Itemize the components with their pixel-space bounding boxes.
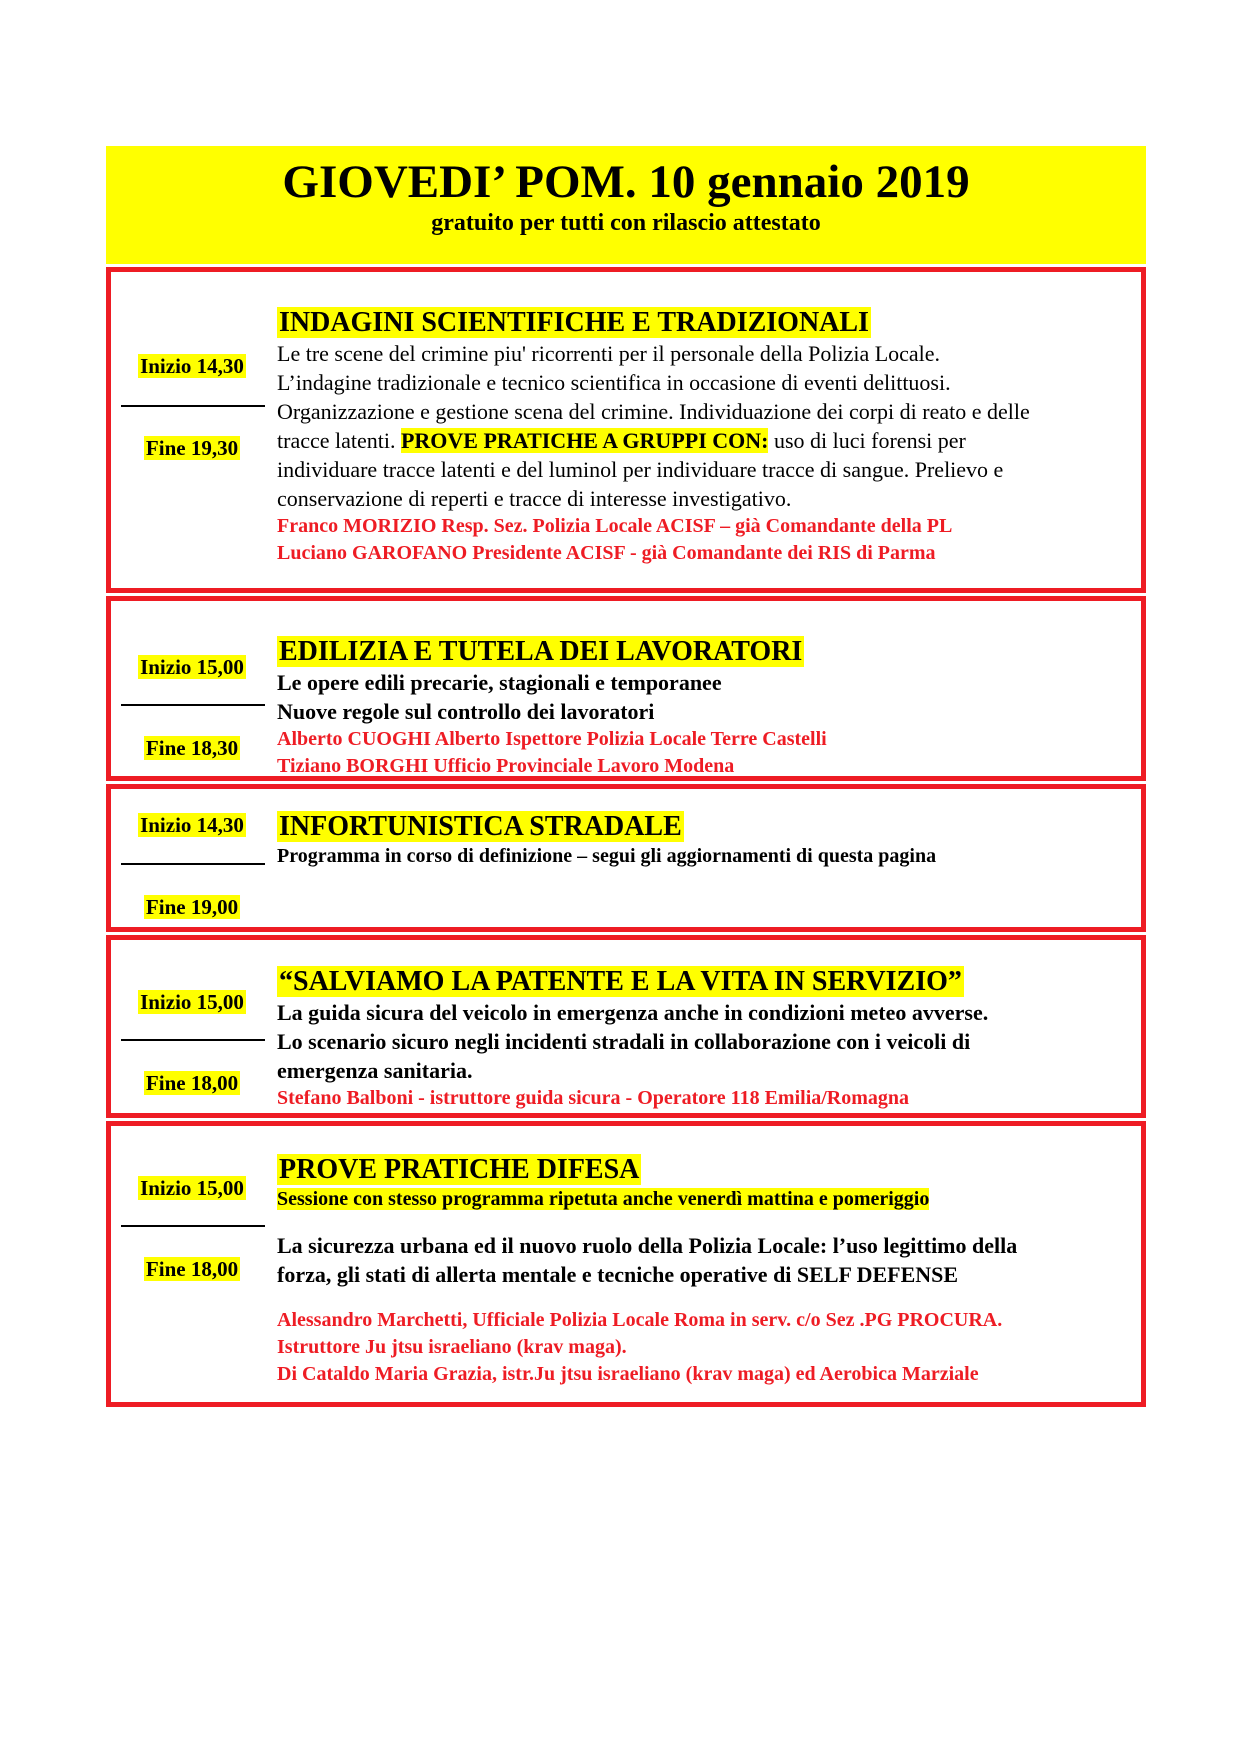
session-content [277, 811, 1131, 870]
session-edilizia [106, 596, 1146, 781]
end-time: Fine 18,00 [145, 1071, 239, 1095]
session-content [277, 307, 1131, 567]
speaker-line: Alberto CUOGHI Alberto Ispettore Polizia Locale Terre Castelli [277, 728, 827, 750]
description-line: conservazione di reperti e tracce di interesse investigativo. [277, 486, 792, 511]
description-line: forza, gli stati di allerta mentale e tecniche operative di SELF DEFENSE [277, 1262, 959, 1287]
description-line: Organizzazione e gestione scena del crimine. Individuazione dei corpi di reato e delle [277, 399, 1030, 424]
end-time: Fine 18,30 [145, 736, 239, 760]
session-salviamo-patente [106, 935, 1146, 1118]
speaker-line: Istruttore Ju jtsu israeliano (krav maga). [277, 1336, 627, 1358]
description-line: La guida sicura del veicolo in emergenza anche in condizioni meteo avverse. [277, 1000, 989, 1025]
speaker-line: Di Cataldo Maria Grazia, istr.Ju jtsu israeliano (krav maga) ed Aerobica Marziale [277, 1363, 979, 1385]
session-infortunistica [106, 784, 1146, 932]
end-time: Fine 19,00 [145, 895, 239, 919]
speaker-line: Tiziano BORGHI Ufficio Provinciale Lavoro Modena [277, 755, 735, 777]
start-time: Inizio 15,00 [140, 655, 244, 679]
description-line: Lo scenario sicuro negli incidenti stradali in collaborazione con i veicoli di [277, 1029, 971, 1054]
end-time: Fine 19,30 [145, 436, 239, 460]
session-title: “SALVIAMO LA PATENTE E LA VITA IN SERVIZIO” [279, 966, 962, 997]
speaker-line: Stefano Balboni - istruttore guida sicura - Operatore 118 Emilia/Romagna [277, 1087, 910, 1109]
page-subtitle: gratuito per tutti con rilascio attestato [431, 210, 821, 236]
session-times [111, 1126, 283, 1402]
speaker-line: Franco MORIZIO Resp. Sez. Polizia Locale ACISF – già Comandante della PL [277, 515, 953, 537]
page-title: GIOVEDI’ POM. 10 gennaio 2019 [282, 156, 970, 208]
session-content [277, 966, 1131, 1112]
session-title: EDILIZIA E TUTELA DEI LAVORATORI [279, 636, 803, 667]
session-note: Sessione con stesso programma ripetuta anche venerdì mattina e pomeriggio [277, 1188, 930, 1210]
time-divider [121, 405, 265, 407]
description-fragment: uso di luci forensi per [768, 428, 966, 453]
description-fragment: tracce latenti. [277, 428, 396, 453]
description-line: individuare tracce latenti e del luminol per individuare tracce di sangue. Prelievo e [277, 457, 1004, 482]
time-divider [121, 1225, 265, 1227]
description-line: Nuove regole sul controllo dei lavoratori [277, 699, 655, 724]
start-time: Inizio 15,00 [140, 990, 244, 1014]
speaker-line: Alessandro Marchetti, Ufficiale Polizia Locale Roma in serv. c/o Sez .PG PROCURA. [277, 1309, 1003, 1331]
time-divider [121, 1039, 265, 1041]
session-times [111, 601, 283, 776]
session-prove-difesa [106, 1121, 1146, 1407]
session-times [111, 789, 283, 927]
description-line [277, 426, 1131, 455]
time-divider [121, 863, 265, 865]
description-line: Le opere edili precarie, stagionali e temporanee [277, 670, 722, 695]
description-line: L’indagine tradizionale e tecnico scientifica in occasione di eventi delittuosi. [277, 370, 951, 395]
session-content [277, 1154, 1131, 1388]
page [106, 146, 1146, 1407]
speaker-line: Luciano GAROFANO Presidente ACISF - già Comandante dei RIS di Parma [277, 542, 936, 564]
session-title: PROVE PRATICHE DIFESA [279, 1154, 640, 1185]
description-line: Programma in corso di definizione – segui gli aggiornamenti di questa pagina [277, 845, 937, 867]
session-times [111, 272, 283, 588]
description-line: emergenza sanitaria. [277, 1058, 473, 1083]
description-line: La sicurezza urbana ed il nuovo ruolo della Polizia Locale: l’uso legittimo della [277, 1233, 1018, 1258]
session-indagini [106, 267, 1146, 593]
session-title: INFORTUNISTICA STRADALE [279, 811, 682, 842]
description-line: Le tre scene del crimine piu' ricorrenti per il personale della Polizia Locale. [277, 341, 941, 366]
session-content [277, 636, 1131, 780]
session-title: INDAGINI SCIENTIFICHE E TRADIZIONALI [279, 307, 869, 338]
session-times [111, 940, 283, 1113]
end-time: Fine 18,00 [145, 1257, 239, 1281]
header-banner [106, 146, 1146, 264]
start-time: Inizio 14,30 [140, 354, 244, 378]
practical-highlight: PROVE PRATICHE A GRUPPI CON: [400, 428, 769, 453]
start-time: Inizio 15,00 [140, 1176, 244, 1200]
start-time: Inizio 14,30 [140, 813, 244, 837]
time-divider [121, 704, 265, 706]
